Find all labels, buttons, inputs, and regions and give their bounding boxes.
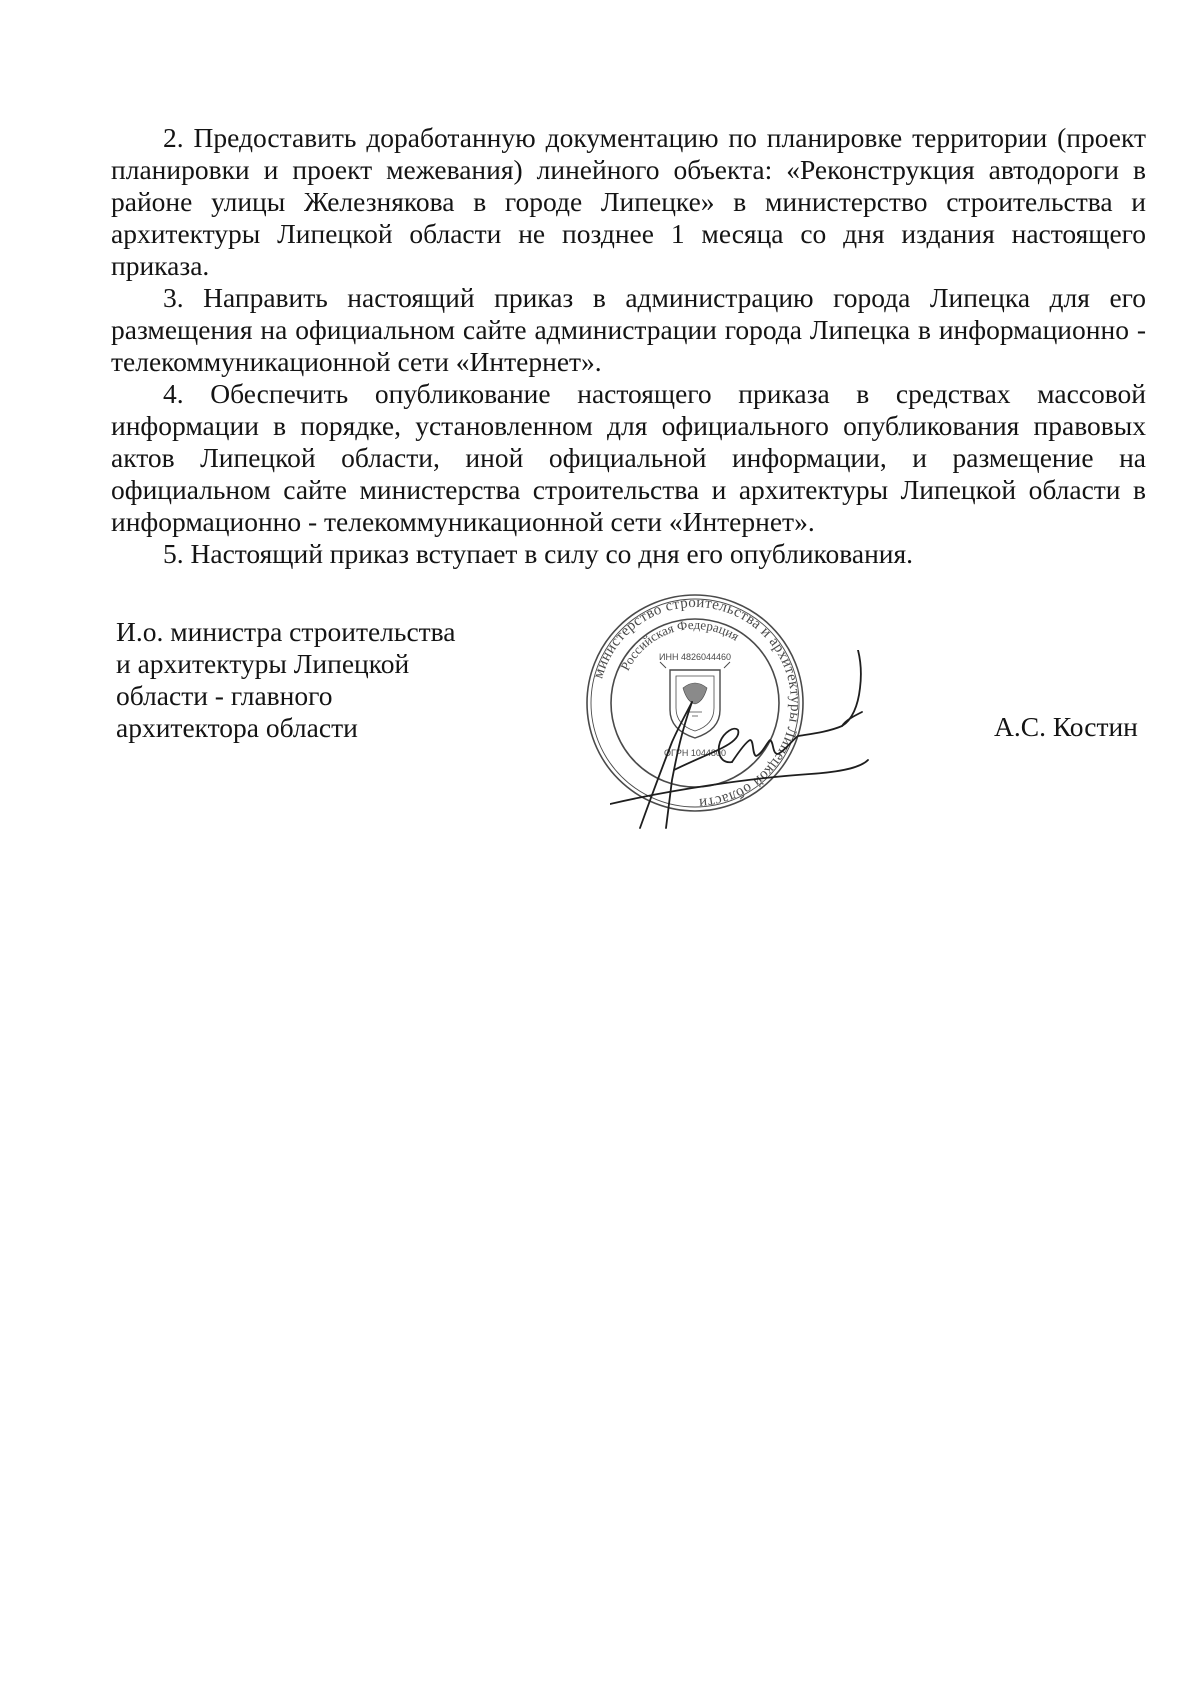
paragraph-item-3: 3. Направить настоящий приказ в администрацию города Липецка для его размещения на официальном сайте администрации города Липецка в информационно - телекоммуникационной сети «Интернет».: [111, 282, 1146, 377]
paragraph-item-4: 4. Обеспечить опубликование настоящего приказа в средствах массовой информации в порядке, установленном для официального опубликования правовых актов Липецкой области, иной официальной информации, и размещение на официальном сайте министерства строительства и архитектуры Липецкой области в информационно - телекоммуникационной сети «Интернет».: [111, 378, 1146, 537]
paragraph-item-2: 2. Предоставить доработанную документацию по планировке территории (проект планировки и проект межевания) линейного объекта: «Реконструкция автодороги в районе улицы Железнякова в городе Липецке» в министерство строительства и архитектуры Липецкой области не позднее 1 месяца со дня издания настоящего приказа.: [111, 122, 1146, 281]
signatory-position: [116, 616, 456, 744]
position-line-2: и архитектуры Липецкой: [116, 648, 410, 679]
signer-name: А.С. Костин: [994, 711, 1138, 742]
handwritten-signature: [610, 650, 960, 840]
position-line-3: области - главного: [116, 680, 333, 711]
stamp-inn-text: ИНН 4826044460: [658, 652, 732, 662]
stamp-inner-text: Российская Федерация: [617, 616, 742, 673]
position-line-1: И.о. министра строительства: [116, 616, 456, 647]
position-line-4: архитектора области: [116, 712, 358, 743]
stamp-outer-text: министерство строительства и архитектуры Липецкой области: [590, 594, 804, 811]
document-body: [111, 122, 1146, 570]
stamp-ogrn-text: ОГРН 1044800: [664, 748, 726, 758]
paragraph-item-5: 5. Настоящий приказ вступает в силу со дня его опубликования.: [163, 538, 914, 569]
